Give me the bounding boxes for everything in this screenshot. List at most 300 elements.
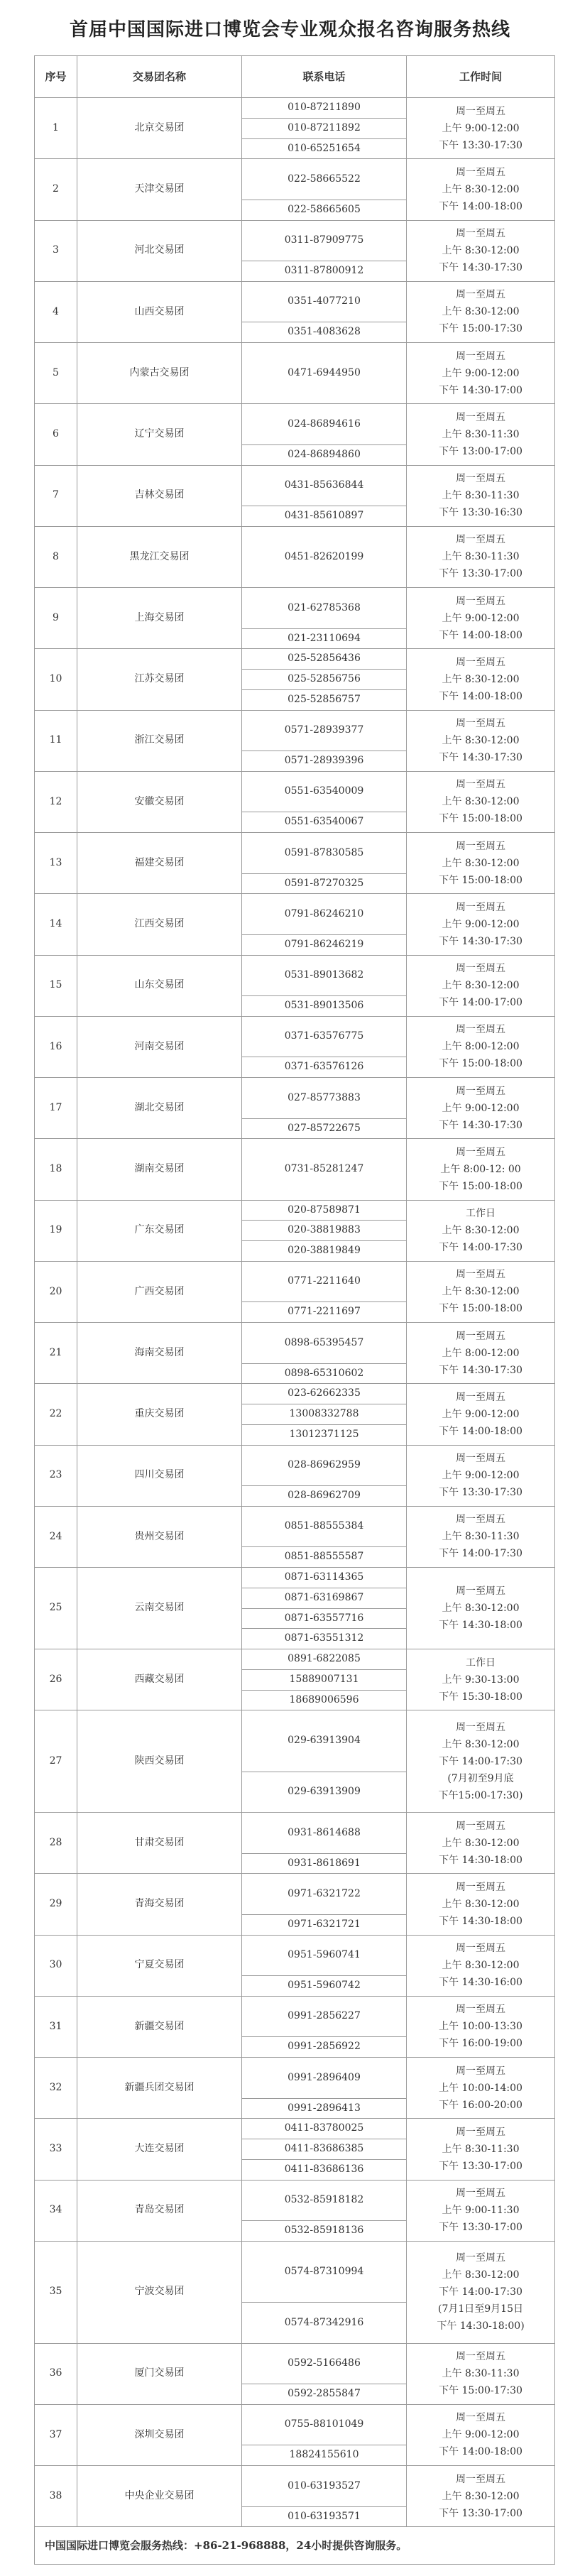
working-hours-line: 下午 14:30-16:00 bbox=[439, 1977, 522, 1989]
delegation-name-cell: 大连交易团 bbox=[77, 2119, 242, 2180]
working-hours-line: 下午 14:00-18:00 bbox=[439, 629, 522, 641]
working-hours-line: 上午 8:30-12:00 bbox=[442, 673, 520, 685]
working-hours-line: 下午 14:30-17:30 bbox=[439, 935, 522, 947]
serial-number-cell: 35 bbox=[35, 2241, 77, 2343]
working-hours-line: 下午 14:30-18:00 bbox=[439, 1854, 522, 1866]
working-hours-cell bbox=[407, 1261, 555, 1322]
table-row bbox=[35, 465, 555, 486]
delegation-name-cell: 江西交易团 bbox=[77, 894, 242, 955]
working-hours-cell bbox=[407, 159, 555, 220]
working-hours-cell bbox=[407, 1935, 555, 1996]
working-hours-line: 上午 9:00-12:00 bbox=[442, 612, 520, 624]
working-hours-line: 上午 9:30-13:00 bbox=[442, 1674, 520, 1686]
delegation-name-cell: 贵州交易团 bbox=[77, 1506, 242, 1567]
phone-number-cell: 0371-63576126 bbox=[242, 1057, 407, 1078]
serial-number-cell: 33 bbox=[35, 2119, 77, 2180]
working-hours-line: 周一至周五 bbox=[456, 2126, 505, 2138]
working-hours-cell bbox=[407, 220, 555, 281]
footer-row bbox=[35, 2527, 555, 2565]
delegation-name-cell: 福建交易团 bbox=[77, 833, 242, 894]
working-hours-line: 周一至周五 bbox=[456, 2473, 505, 2485]
table-row bbox=[35, 1445, 555, 1466]
working-hours-line: 下午 14:30-18:00 bbox=[439, 1620, 522, 1631]
working-hours-cell bbox=[407, 404, 555, 465]
working-hours-line: 上午 8:30-12:00 bbox=[442, 1225, 520, 1237]
working-hours-cell bbox=[407, 894, 555, 955]
serial-number-cell: 22 bbox=[35, 1384, 77, 1445]
working-hours-line: 周一至周五 bbox=[456, 411, 505, 423]
serial-number-cell: 37 bbox=[35, 2404, 77, 2465]
phone-number-cell: 0592-2855847 bbox=[242, 2384, 407, 2405]
phone-number-cell: 0471-6944950 bbox=[242, 343, 407, 404]
working-hours-line: 工作日 bbox=[466, 1208, 496, 1220]
serial-number-cell: 10 bbox=[35, 649, 77, 710]
working-hours-line: 周一至周五 bbox=[456, 840, 505, 852]
phone-number-cell: 028-86962709 bbox=[242, 1486, 407, 1507]
working-hours-line: 上午 8:30-11:30 bbox=[442, 1531, 520, 1543]
phone-number-cell: 0755-88101049 bbox=[242, 2404, 407, 2445]
serial-number-cell: 1 bbox=[35, 98, 77, 159]
working-hours-cell bbox=[407, 2404, 555, 2465]
table-row bbox=[35, 2180, 555, 2200]
working-hours-line: (7月初至9月底 bbox=[447, 1772, 514, 1784]
table-row bbox=[35, 1261, 555, 1282]
phone-number-cell: 010-63193527 bbox=[242, 2466, 407, 2507]
working-hours-line: 上午 8:30-12:00 bbox=[442, 1837, 520, 1849]
working-hours-line: 下午 15:00-18:00 bbox=[439, 1058, 522, 1070]
phone-number-cell: 0951-5960741 bbox=[242, 1935, 407, 1976]
table-row bbox=[35, 1016, 555, 1037]
working-hours-line: 周一至周五 bbox=[456, 901, 505, 913]
table-row bbox=[35, 2241, 555, 2261]
delegation-name-cell: 甘肃交易团 bbox=[77, 1813, 242, 1874]
working-hours-line: 上午 8:30-12:00 bbox=[442, 245, 520, 257]
working-hours-line: 上午 10:00-13:30 bbox=[439, 2021, 522, 2033]
serial-number-cell: 20 bbox=[35, 1261, 77, 1322]
working-hours-line: 上午 8:30-12:00 bbox=[442, 796, 520, 808]
phone-number-cell: 0351-4077210 bbox=[242, 281, 407, 322]
working-hours-line: 周一至周五 bbox=[456, 1146, 505, 1158]
phone-number-cell: 024-86894860 bbox=[242, 444, 407, 465]
working-hours-line: 下午 14:00-17:00 bbox=[439, 997, 522, 1009]
serial-number-cell: 15 bbox=[35, 955, 77, 1016]
table-row bbox=[35, 588, 555, 608]
working-hours-line: 周一至周五 bbox=[456, 1024, 505, 1036]
working-hours-line: 周一至周五 bbox=[456, 2004, 505, 2016]
phone-number-cell: 0351-4083628 bbox=[242, 322, 407, 343]
phone-number-cell: 0971-6321722 bbox=[242, 1874, 407, 1915]
table-row bbox=[35, 404, 555, 425]
delegation-name-cell: 吉林交易团 bbox=[77, 465, 242, 526]
phone-number-cell: 0411-83686385 bbox=[242, 2139, 407, 2160]
table-row bbox=[35, 1649, 555, 1670]
working-hours-cell bbox=[407, 1323, 555, 1384]
working-hours-line: 周一至周五 bbox=[456, 1514, 505, 1526]
working-hours-line: 周一至周五 bbox=[456, 166, 505, 178]
phone-number-cell: 0871-63551312 bbox=[242, 1629, 407, 1649]
delegation-name-cell: 河北交易团 bbox=[77, 220, 242, 281]
working-hours-cell bbox=[407, 1874, 555, 1935]
header-serial-number: 序号 bbox=[35, 56, 77, 98]
table-row bbox=[35, 159, 555, 180]
serial-number-cell: 29 bbox=[35, 1874, 77, 1935]
working-hours-line: 上午 8:30-11:30 bbox=[442, 428, 520, 440]
working-hours-cell bbox=[407, 1649, 555, 1710]
working-hours-line: 下午 15:00-18:00 bbox=[439, 1180, 522, 1192]
working-hours-line: 上午 8:30-12:00 bbox=[442, 306, 520, 318]
page-title: 首届中国国际进口博览会专业观众报名咨询服务热线 bbox=[69, 18, 510, 40]
working-hours-line: 上午 10:00-14:00 bbox=[439, 2082, 522, 2094]
working-hours-line: 下午 14:30-18:00) bbox=[437, 2320, 525, 2332]
working-hours-line: 上午 8:30-11:30 bbox=[442, 2368, 520, 2380]
phone-number-cell: 0311-87909775 bbox=[242, 220, 407, 261]
table-row bbox=[35, 1874, 555, 1894]
phone-number-cell: 020-38819883 bbox=[242, 1221, 407, 1241]
phone-number-cell: 0991-2856227 bbox=[242, 1996, 407, 2037]
working-hours-line: 下午 13:30-17:30 bbox=[439, 139, 522, 151]
working-hours-line: 周一至周五 bbox=[456, 1453, 505, 1465]
delegation-name-cell: 陕西交易团 bbox=[77, 1710, 242, 1813]
working-hours-line: 上午 8:30-12:00 bbox=[442, 857, 520, 869]
working-hours-line: 工作日 bbox=[466, 1657, 496, 1669]
serial-number-cell: 24 bbox=[35, 1506, 77, 1567]
working-hours-cell bbox=[407, 2058, 555, 2119]
phone-number-cell: 025-52856757 bbox=[242, 689, 407, 710]
delegation-name-cell: 深圳交易团 bbox=[77, 2404, 242, 2465]
working-hours-line: 下午 14:30-17:30 bbox=[439, 1119, 522, 1131]
serial-number-cell: 9 bbox=[35, 588, 77, 649]
delegation-name-cell: 安徽交易团 bbox=[77, 771, 242, 832]
serial-number-cell: 32 bbox=[35, 2058, 77, 2119]
working-hours-line: 上午 9:00-12:00 bbox=[442, 1470, 520, 1482]
working-hours-line: 周一至周五 bbox=[456, 1269, 505, 1281]
working-hours-line: 周一至周五 bbox=[456, 350, 505, 362]
working-hours-line: 上午 8:30-11:30 bbox=[442, 551, 520, 563]
working-hours-cell bbox=[407, 771, 555, 832]
working-hours-line: 周一至周五 bbox=[456, 534, 505, 546]
serial-number-cell: 19 bbox=[35, 1200, 77, 1261]
serial-number-cell: 27 bbox=[35, 1710, 77, 1813]
working-hours-line: 上午 9:00-12:00 bbox=[442, 2429, 520, 2441]
working-hours-cell bbox=[407, 465, 555, 526]
working-hours-cell bbox=[407, 649, 555, 710]
table-row bbox=[35, 220, 555, 241]
delegation-name-cell: 广西交易团 bbox=[77, 1261, 242, 1322]
delegation-name-cell: 厦门交易团 bbox=[77, 2343, 242, 2404]
phone-number-cell: 0531-89013682 bbox=[242, 955, 407, 996]
working-hours-line: 上午 9:00-12:00 bbox=[442, 122, 520, 134]
working-hours-cell bbox=[407, 1813, 555, 1874]
working-hours-cell bbox=[407, 1016, 555, 1077]
working-hours-line: 下午 13:30-16:30 bbox=[439, 507, 522, 519]
table-row bbox=[35, 526, 555, 547]
working-hours-line: 下午 15:00-18:00 bbox=[439, 1303, 522, 1315]
phone-number-cell: 025-52856756 bbox=[242, 670, 407, 690]
table-header-row bbox=[35, 56, 555, 98]
phone-number-cell: 0431-85610897 bbox=[242, 506, 407, 527]
working-hours-cell bbox=[407, 1384, 555, 1445]
working-hours-line: 下午 14:00-18:00 bbox=[439, 1425, 522, 1437]
header-delegation-name: 交易团名称 bbox=[77, 56, 242, 98]
working-hours-line: 下午 13:30-17:00 bbox=[439, 2160, 522, 2172]
working-hours-line: 上午 8:30-11:30 bbox=[442, 2143, 520, 2155]
delegation-name-cell: 宁波交易团 bbox=[77, 2241, 242, 2343]
delegation-name-cell: 河南交易团 bbox=[77, 1016, 242, 1077]
delegation-name-cell: 海南交易团 bbox=[77, 1323, 242, 1384]
delegation-name-cell: 青岛交易团 bbox=[77, 2180, 242, 2241]
phone-number-cell: 0571-28939396 bbox=[242, 751, 407, 772]
phone-number-cell: 0591-87830585 bbox=[242, 833, 407, 874]
working-hours-cell bbox=[407, 2241, 555, 2343]
working-hours-cell bbox=[407, 2343, 555, 2404]
working-hours-line: 上午 8:30-12:00 bbox=[442, 1960, 520, 1972]
phone-number-cell: 0991-2856922 bbox=[242, 2037, 407, 2058]
delegation-name-cell: 辽宁交易团 bbox=[77, 404, 242, 465]
phone-number-cell: 027-85773883 bbox=[242, 1078, 407, 1119]
phone-number-cell: 0311-87800912 bbox=[242, 261, 407, 282]
working-hours-line: 下午 13:30-17:00 bbox=[439, 2507, 522, 2519]
working-hours-line: 周一至周五 bbox=[456, 1085, 505, 1097]
phone-number-cell: 0591-87270325 bbox=[242, 873, 407, 894]
phone-number-cell: 0551-63540067 bbox=[242, 812, 407, 833]
phone-number-cell: 024-86894616 bbox=[242, 404, 407, 445]
working-hours-line: 周一至周五 bbox=[456, 1881, 505, 1893]
working-hours-line: 下午 15:00-17:30 bbox=[439, 323, 522, 335]
working-hours-line: 下午 14:30-18:00 bbox=[439, 1915, 522, 1927]
table-row bbox=[35, 1384, 555, 1404]
table-row bbox=[35, 1506, 555, 1527]
table-row bbox=[35, 955, 555, 976]
working-hours-line: 下午 14:30-17:00 bbox=[439, 384, 522, 396]
serial-number-cell: 26 bbox=[35, 1649, 77, 1710]
working-hours-line: 下午 14:30-17:30 bbox=[439, 752, 522, 764]
working-hours-cell bbox=[407, 2180, 555, 2241]
working-hours-line: 上午 8:30-12:00 bbox=[442, 2269, 520, 2281]
serial-number-cell: 38 bbox=[35, 2466, 77, 2527]
delegation-name-cell: 内蒙古交易团 bbox=[77, 343, 242, 404]
phone-number-cell: 029-63913909 bbox=[242, 1772, 407, 1813]
phone-number-cell: 13008332788 bbox=[242, 1404, 407, 1425]
working-hours-line: 周一至周五 bbox=[456, 289, 505, 301]
table-row bbox=[35, 2343, 555, 2364]
phone-number-cell: 0951-5960742 bbox=[242, 1976, 407, 1997]
working-hours-line: 周一至周五 bbox=[456, 228, 505, 240]
working-hours-line: 上午 8:30-12:00 bbox=[442, 2490, 520, 2502]
working-hours-line: 周一至周五 bbox=[456, 1820, 505, 1832]
phone-number-cell: 010-87211890 bbox=[242, 98, 407, 119]
phone-number-cell: 0851-88555587 bbox=[242, 1547, 407, 1568]
phone-number-cell: 0574-87342916 bbox=[242, 2303, 407, 2344]
serial-number-cell: 23 bbox=[35, 1445, 77, 1506]
working-hours-line: 周一至周五 bbox=[456, 2412, 505, 2424]
working-hours-line: 周一至周五 bbox=[456, 1586, 505, 1597]
phone-number-cell: 0971-6321721 bbox=[242, 1914, 407, 1935]
phone-number-cell: 0532-85918136 bbox=[242, 2221, 407, 2242]
delegation-name-cell: 中央企业交易团 bbox=[77, 2466, 242, 2527]
phone-number-cell: 0574-87310994 bbox=[242, 2241, 407, 2302]
delegation-name-cell: 北京交易团 bbox=[77, 98, 242, 159]
serial-number-cell: 16 bbox=[35, 1016, 77, 1077]
working-hours-line: 上午 8:00-12: 00 bbox=[440, 1163, 521, 1175]
delegation-name-cell: 云南交易团 bbox=[77, 1568, 242, 1649]
phone-number-cell: 0431-85636844 bbox=[242, 465, 407, 506]
phone-number-cell: 010-65251654 bbox=[242, 138, 407, 159]
phone-number-cell: 0551-63540009 bbox=[242, 771, 407, 812]
table-row bbox=[35, 2119, 555, 2139]
working-hours-line: 下午 15:30-18:00 bbox=[439, 1691, 522, 1703]
phone-number-cell: 029-63913904 bbox=[242, 1710, 407, 1772]
phone-number-cell: 022-58665522 bbox=[242, 159, 407, 200]
phone-number-cell: 025-52856436 bbox=[242, 649, 407, 670]
working-hours-line: 上午 9:00-11:30 bbox=[442, 2205, 520, 2217]
working-hours-line: 下午 13:00-17:00 bbox=[439, 445, 522, 457]
working-hours-cell bbox=[407, 2119, 555, 2180]
phone-number-cell: 0871-63169867 bbox=[242, 1588, 407, 1608]
working-hours-line: 下午 14:00-17:30 bbox=[439, 1755, 522, 1767]
working-hours-line: 上午 8:30-12:00 bbox=[442, 735, 520, 747]
serial-number-cell: 4 bbox=[35, 281, 77, 342]
phone-number-cell: 0731-85281247 bbox=[242, 1139, 407, 1200]
working-hours-line: 下午 15:00-18:00 bbox=[439, 813, 522, 825]
working-hours-cell bbox=[407, 281, 555, 342]
delegation-name-cell: 湖南交易团 bbox=[77, 1139, 242, 1200]
serial-number-cell: 6 bbox=[35, 404, 77, 465]
table-row bbox=[35, 1935, 555, 1955]
hotline-footer-note: 中国国际进口博览会服务热线：+86-21-968888，24小时提供咨询服务。 bbox=[35, 2527, 555, 2565]
table-row bbox=[35, 1813, 555, 1833]
working-hours-line: 下午 16:00-19:00 bbox=[439, 2038, 522, 2050]
serial-number-cell: 21 bbox=[35, 1323, 77, 1384]
delegation-name-cell: 上海交易团 bbox=[77, 588, 242, 649]
phone-number-cell: 0411-83686136 bbox=[242, 2159, 407, 2180]
working-hours-line: 周一至周五 bbox=[456, 1330, 505, 1342]
table-row bbox=[35, 710, 555, 731]
working-hours-line: 下午15:00-17:30) bbox=[438, 1789, 523, 1801]
delegation-name-cell: 天津交易团 bbox=[77, 159, 242, 220]
phone-number-cell: 0871-63114365 bbox=[242, 1568, 407, 1588]
delegation-name-cell: 宁夏交易团 bbox=[77, 1935, 242, 1996]
working-hours-line: 周一至周五 bbox=[456, 105, 505, 117]
table-row bbox=[35, 649, 555, 670]
serial-number-cell: 14 bbox=[35, 894, 77, 955]
table-row bbox=[35, 771, 555, 792]
working-hours-line: 下午 14:00-18:00 bbox=[439, 690, 522, 702]
serial-number-cell: 25 bbox=[35, 1568, 77, 1649]
working-hours-line: 周一至周五 bbox=[456, 2351, 505, 2363]
working-hours-line: 上午 8:30-12:00 bbox=[442, 980, 520, 992]
table-row bbox=[35, 1568, 555, 1588]
table-row bbox=[35, 1200, 555, 1221]
working-hours-line: 下午 13:30-17:00 bbox=[439, 2222, 522, 2234]
working-hours-line: 周一至周五 bbox=[456, 2065, 505, 2077]
table-row bbox=[35, 833, 555, 853]
working-hours-cell bbox=[407, 98, 555, 159]
table-row bbox=[35, 2058, 555, 2078]
working-hours-cell bbox=[407, 833, 555, 894]
working-hours-line: 上午 8:30-12:00 bbox=[442, 1603, 520, 1614]
working-hours-line: 周一至周五 bbox=[456, 718, 505, 730]
phone-number-cell: 0531-89013506 bbox=[242, 996, 407, 1017]
table-row bbox=[35, 1139, 555, 1159]
delegation-name-cell: 江苏交易团 bbox=[77, 649, 242, 710]
working-hours-line: 下午 14:30-17:30 bbox=[439, 262, 522, 274]
working-hours-line: (7月1日至9月15日 bbox=[438, 2303, 523, 2315]
working-hours-line: 上午 8:30-12:00 bbox=[442, 1286, 520, 1298]
working-hours-line: 上午 8:30-12:00 bbox=[442, 183, 520, 195]
working-hours-cell bbox=[407, 343, 555, 404]
table-row bbox=[35, 2466, 555, 2487]
phone-number-cell: 18689006596 bbox=[242, 1690, 407, 1710]
phone-number-cell: 0991-2896413 bbox=[242, 2098, 407, 2119]
working-hours-cell bbox=[407, 1445, 555, 1506]
serial-number-cell: 30 bbox=[35, 1935, 77, 1996]
phone-number-cell: 0791-86246219 bbox=[242, 934, 407, 955]
working-hours-line: 上午 8:30-12:00 bbox=[442, 1738, 520, 1750]
phone-number-cell: 18824155610 bbox=[242, 2445, 407, 2466]
working-hours-line: 周一至周五 bbox=[456, 595, 505, 607]
working-hours-cell bbox=[407, 1568, 555, 1649]
working-hours-line: 周一至周五 bbox=[456, 1391, 505, 1403]
phone-number-cell: 0871-63557716 bbox=[242, 1608, 407, 1629]
working-hours-line: 上午 9:00-12:00 bbox=[442, 918, 520, 930]
phone-number-cell: 0898-65395457 bbox=[242, 1323, 407, 1364]
phone-number-cell: 0371-63576775 bbox=[242, 1016, 407, 1057]
delegation-name-cell: 四川交易团 bbox=[77, 1445, 242, 1506]
working-hours-line: 下午 15:00-17:30 bbox=[439, 2385, 522, 2397]
delegation-name-cell: 山西交易团 bbox=[77, 281, 242, 342]
serial-number-cell: 8 bbox=[35, 526, 77, 587]
working-hours-cell bbox=[407, 1200, 555, 1261]
phone-number-cell: 021-23110694 bbox=[242, 628, 407, 649]
delegation-name-cell: 湖北交易团 bbox=[77, 1078, 242, 1139]
serial-number-cell: 12 bbox=[35, 771, 77, 832]
header-working-hours: 工作时间 bbox=[407, 56, 555, 98]
phone-number-cell: 020-38819849 bbox=[242, 1241, 407, 1262]
table-row bbox=[35, 1078, 555, 1098]
working-hours-line: 周一至周五 bbox=[456, 779, 505, 791]
delegation-name-cell: 黑龙江交易团 bbox=[77, 526, 242, 587]
serial-number-cell: 2 bbox=[35, 159, 77, 220]
phone-number-cell: 023-62662335 bbox=[242, 1384, 407, 1404]
working-hours-line: 周一至周五 bbox=[456, 1943, 505, 1955]
header-contact-phone: 联系电话 bbox=[242, 56, 407, 98]
serial-number-cell: 13 bbox=[35, 833, 77, 894]
working-hours-cell bbox=[407, 1710, 555, 1813]
working-hours-cell bbox=[407, 1506, 555, 1567]
phone-number-cell: 022-58665605 bbox=[242, 200, 407, 220]
phone-number-cell: 020-87589871 bbox=[242, 1200, 407, 1221]
delegation-name-cell: 新疆交易团 bbox=[77, 1996, 242, 2057]
table-row bbox=[35, 1996, 555, 2016]
delegation-name-cell: 山东交易团 bbox=[77, 955, 242, 1016]
serial-number-cell: 34 bbox=[35, 2180, 77, 2241]
working-hours-cell bbox=[407, 526, 555, 587]
table-row bbox=[35, 894, 555, 915]
phone-number-cell: 13012371125 bbox=[242, 1424, 407, 1445]
working-hours-line: 上午 8:30-12:00 bbox=[442, 1898, 520, 1910]
delegation-name-cell: 青海交易团 bbox=[77, 1874, 242, 1935]
working-hours-cell bbox=[407, 1996, 555, 2057]
working-hours-line: 上午 9:00-12:00 bbox=[442, 1408, 520, 1420]
working-hours-line: 上午 9:00-12:00 bbox=[442, 1102, 520, 1114]
working-hours-cell bbox=[407, 588, 555, 649]
hotline-table bbox=[34, 55, 555, 2565]
phone-number-cell: 0898-65310602 bbox=[242, 1363, 407, 1384]
working-hours-line: 下午 14:00-17:30 bbox=[439, 2286, 522, 2298]
phone-number-cell: 027-85722675 bbox=[242, 1118, 407, 1139]
working-hours-line: 上午 8:00-12:00 bbox=[442, 1041, 520, 1053]
working-hours-cell bbox=[407, 1078, 555, 1139]
